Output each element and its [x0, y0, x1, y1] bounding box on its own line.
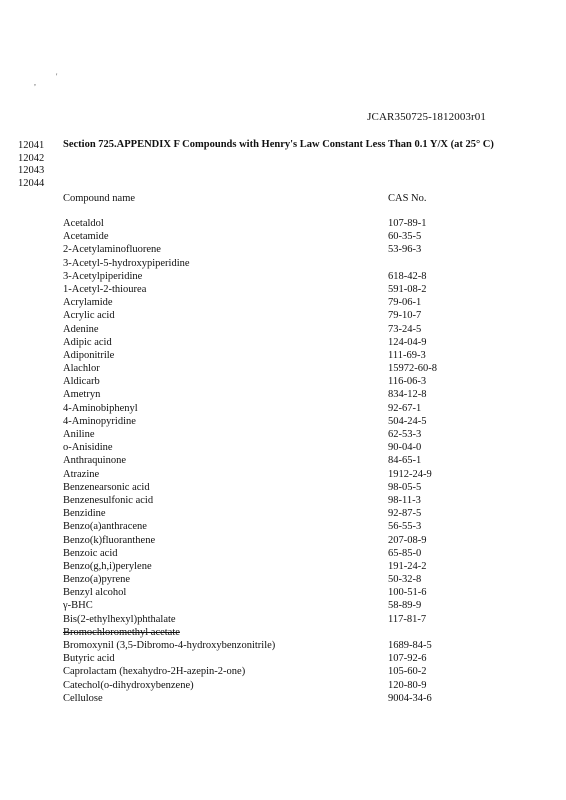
cas-number: 111-69-3: [388, 349, 426, 361]
line-number: 12042: [18, 152, 45, 164]
table-row: [63, 402, 483, 415]
line-number: 12041: [18, 140, 45, 151]
cas-number: 834-12-8: [388, 389, 427, 401]
cas-number: 1689-84-5: [388, 640, 432, 651]
compound-name: Adiponitrile: [63, 349, 115, 361]
section-title: Section 725.APPENDIX F Compounds with Henry's Law Constant Less Than 0.1 Y/X (at 25° C): [63, 139, 494, 150]
cas-number-header: CAS No.: [388, 193, 427, 204]
compound-name: Adenine: [63, 323, 99, 335]
table-row: [63, 599, 483, 612]
compound-name: Aniline: [63, 429, 95, 440]
cas-number: 56-55-3: [388, 521, 422, 533]
cas-number: 100-51-6: [388, 587, 427, 599]
compound-name: Butyric acid: [63, 653, 115, 665]
cas-number: 15972-60-8: [388, 363, 437, 375]
compound-name: Acetamide: [63, 231, 109, 243]
compound-table: [63, 217, 483, 705]
cas-number: 79-10-7: [388, 310, 422, 322]
compound-name: Cellulose: [63, 692, 103, 704]
compound-name: o-Anisidine: [63, 442, 113, 454]
table-row: [63, 270, 483, 283]
table-row: [63, 507, 483, 520]
compound-name: Caprolactam (hexahydro-2H-azepin-2-one): [63, 666, 246, 678]
table-row: [63, 243, 483, 256]
compound-name: Bromoxynil (3,5-Dibromo-4-hydroxybenzonitrile): [63, 640, 276, 651]
cas-number: 62-53-3: [388, 429, 422, 440]
compound-name-header: Compound name: [63, 193, 136, 204]
compound-name: Benzo(k)fluoranthene: [63, 534, 156, 546]
cas-number: 73-24-5: [388, 323, 422, 335]
cas-number: 98-11-3: [388, 494, 421, 506]
cas-number: 90-04-0: [388, 442, 422, 454]
cas-number: 53-96-3: [388, 244, 422, 256]
compound-name: Acetaldol: [63, 218, 104, 229]
cas-number: 124-04-9: [388, 336, 427, 348]
compound-name: 3-Acetylpiperidine: [63, 270, 143, 282]
compound-name: Bromochloromethyl acetate: [63, 626, 180, 638]
line-numbers: [18, 140, 44, 191]
cas-number: 504-24-5: [388, 415, 427, 427]
cas-number: 1912-24-9: [388, 468, 432, 480]
table-row: [63, 520, 483, 533]
cas-number: 105-60-2: [388, 666, 427, 678]
cas-number: 92-87-5: [388, 508, 422, 520]
cas-number: 591-08-2: [388, 283, 427, 295]
document-id: JCAR350725-1812003r01: [367, 111, 486, 123]
compound-name: Benzo(a)anthracene: [63, 521, 147, 533]
compound-name: 3-Acetyl-5-hydroxypiperidine: [63, 257, 190, 269]
table-row: [63, 679, 483, 692]
compound-name: Benzo(a)pyrene: [63, 574, 131, 586]
compound-name: Benzenearsonic acid: [63, 481, 150, 493]
table-row: [63, 481, 483, 494]
table-row: [63, 665, 483, 678]
cas-number: 98-05-5: [388, 481, 422, 493]
cas-number: 618-42-8: [388, 270, 427, 282]
line-number: 12043: [18, 165, 45, 177]
table-row: [63, 494, 483, 507]
table-row: [63, 534, 483, 547]
cas-number: 50-32-8: [388, 574, 422, 586]
cas-number: 58-89-9: [388, 600, 422, 612]
cas-number: 116-06-3: [388, 376, 427, 388]
table-row: [63, 652, 483, 665]
table-row: [63, 336, 483, 349]
table-row: [63, 415, 483, 428]
compound-name: 4-Aminopyridine: [63, 415, 136, 427]
table-row: [63, 230, 483, 243]
cas-number: 79-06-1: [388, 297, 422, 309]
table-row: [63, 323, 483, 336]
cas-number: 84-65-1: [388, 455, 422, 467]
compound-name: γ-BHC: [63, 600, 93, 612]
table-row: [63, 309, 483, 322]
table-row: [63, 454, 483, 467]
table-row: [63, 468, 483, 481]
document-page: , ' JCAR350725-1812003r01 12041 12042 12043 12044 Section 725.APPENDIX F Compounds with Henry's Law Constant Less Than 0.1 Y/X (at 25° C) Compound name CAS No. Acetaldol 107-89-1 Acetamide 60-35-5 2-Acetylaminofluorene 53-96-3 3-Acetyl-5-hydroxypiperidine 3-Acetylpiperidine 618-42-8 1-Acetyl-2-thiourea 591-08-2 Acrylamide 79-06-1 Acrylic acid 79-10-7 Adenine 73-24-5 Adipic acid 124-04-9 Adiponitrile 111-69-3 Alachlor 15972-60-8 Aldicarb 116-06-3 Ametryn 834-12-8 4-Aminobiphenyl 92-67-1 4-Aminopyridine 504-24-5 Aniline 62-53-3 o-Anisidine 90-04-0 Anthraquinone 84-65-1 Atrazine 1912-24-9 Benzenearsonic acid 98-05-5 Benzenesulfonic acid 98-11-3 Benzidine 92-87-5 Benzo(a)anthracene 56-55-3 Benzo(k)fluoranthene 207-08-9 Benzoic acid 65-85-0 Benzo(g,h,i)perylene 191-24-2 Benzo(a)pyrene 50-32-8 Benzyl alcohol 100-51-6 γ-BHC 58-89-9 Bis(2-ethylhexyl)phthalate 117-81-7 Bromochloromethyl acetate Bromoxynil (3,5-Dibromo-4-hydroxybenzonitrile) 1689-84-5 Butyric acid 107-92-6 Caprolactam (hexahydro-2H-azepin-2-one) 105-60-2 Catechol(o-dihydroxybenzene) 120-80-9 Cellulose 9004-34-6: [0, 0, 566, 800]
table-row: [63, 375, 483, 388]
line-number: 12044: [18, 178, 45, 190]
table-row: [63, 257, 483, 270]
compound-name: Acrylamide: [63, 297, 113, 309]
compound-name: Ametryn: [63, 389, 101, 401]
cas-number: 107-89-1: [388, 218, 427, 229]
compound-name: 4-Aminobiphenyl: [63, 402, 138, 414]
table-row: [63, 428, 483, 441]
compound-name: Alachlor: [63, 363, 100, 375]
compound-name: 2-Acetylaminofluorene: [63, 244, 161, 256]
cas-number: 191-24-2: [388, 560, 427, 572]
cas-number: 65-85-0: [388, 547, 422, 559]
table-row: [63, 296, 483, 309]
table-row: [63, 573, 483, 586]
cas-number: 107-92-6: [388, 653, 427, 665]
table-row: [63, 441, 483, 454]
compound-name: Acrylic acid: [63, 310, 115, 322]
compound-name: Benzo(g,h,i)perylene: [63, 560, 152, 572]
compound-name: Atrazine: [63, 468, 100, 480]
table-row: [63, 547, 483, 560]
table-row: [63, 560, 483, 573]
compound-name: Benzyl alcohol: [63, 587, 127, 599]
table-row: [63, 362, 483, 375]
table-row: [63, 217, 483, 230]
table-row: [63, 626, 483, 639]
table-row: [63, 586, 483, 599]
table-row: [63, 692, 483, 705]
cas-number: 9004-34-6: [388, 692, 432, 704]
cas-number: 120-80-9: [388, 679, 427, 691]
table-row: [63, 283, 483, 296]
compound-name: Benzoic acid: [63, 547, 118, 559]
table-row: [63, 639, 483, 652]
table-row: [63, 388, 483, 401]
table-row: [63, 613, 483, 626]
table-header: [63, 193, 463, 204]
compound-name: Benzidine: [63, 508, 106, 520]
cas-number: 92-67-1: [388, 402, 422, 414]
cas-number: 60-35-5: [388, 231, 422, 243]
compound-name: Anthraquinone: [63, 455, 126, 467]
compound-name: Catechol(o-dihydroxybenzene): [63, 679, 194, 691]
cas-number: 207-08-9: [388, 534, 427, 546]
table-row: [63, 349, 483, 362]
compound-name: 1-Acetyl-2-thiourea: [63, 283, 147, 295]
compound-name: Aldicarb: [63, 376, 100, 388]
compound-name: Bis(2-ethylhexyl)phthalate: [63, 613, 176, 625]
cas-number: 117-81-7: [388, 613, 427, 625]
compound-name: Benzenesulfonic acid: [63, 494, 154, 506]
compound-name: Adipic acid: [63, 336, 112, 348]
